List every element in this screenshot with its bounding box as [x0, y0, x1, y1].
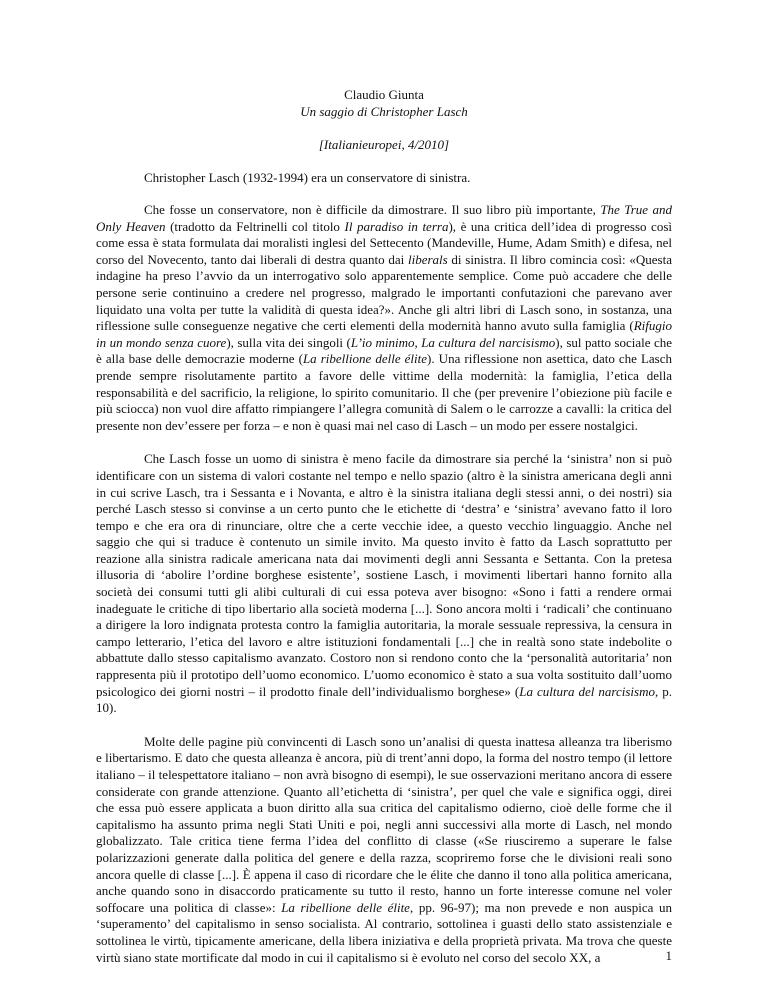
italic-title: Il paradiso in terra: [344, 218, 449, 234]
text-run: , p. 10).: [96, 683, 673, 716]
italic-title: L’io minimo: [350, 334, 415, 350]
paragraph-2: [96, 451, 672, 717]
document-title: Un saggio di Christopher Lasch: [300, 104, 468, 119]
text-run: Che fosse un conservatore, non è difficile da dimostrare. Il suo libro più importante,: [144, 202, 601, 217]
text-run: ), sul patto sociale che è alla base delle democrazie moderne (: [96, 334, 672, 367]
document-page: [96, 0, 672, 994]
paragraph-1: [96, 202, 672, 434]
text-run: Che Lasch fosse un uomo di sinistra è meno facile da dimostrare sia perché la ‘sinistra’ non si può identificare con un sistema di valori costante nel tempo e nello spazio (altro è la sinistra americana degli anni in cui scrive Lasch, tra i Sessanta e i Novanta, e altro è la sinistra italiana degli stessi anni, o dei nostri) sia perché Lasch stesso si convinse a un certo punto che le etichette di ‘destra’ e ‘sinistra’ avevano fatto il loro tempo e che era ora di rinunciare, oltre che a certe vecchie idee, a questo vecchio linguaggio. Anche nel saggio che qui si traduce è contenuto un simile invito. Ma questo invito è fatto da Lasch soprattutto per reazione alla sinistra radicale americana nata dai movimenti degli anni Sessanta e Settanta. Con la pretesa illusoria di ‘abolire l’ordine borghese esistente’, sostiene Lasch, i movimenti libertari hanno fornito alla società dei consumi tutti gli alibi culturali di cui essa poteva aver bisogno: «Sono i fatti a rendere ormai inadeguate le critiche di tipo libertario alla società moderna [...]. Sono ancora molti i ‘radicali’ che continuano a dirigere la loro indignata protesta contro la famiglia autoritaria, la morale sessuale repressiva, la censura in campo letterario, l’etica del lavoro e altre istituzioni fondamentali [...] che in realtà sono state indebolite o abbattute dallo stesso capitalismo avanzato. Costoro non si rendono conto che la ‘personalità autoritaria’ non rappresenta più il prototipo dell’uomo economico. L’uomo economico è stato a sua volta sostituito dall’uomo psicologico dei giorni nostri – il prodotto finale dell’individualismo borghese» (: [96, 451, 672, 699]
italic-title: La cultura del narcisismo: [421, 334, 556, 350]
text-run: (tradotto da Feltrinelli col titolo: [165, 218, 345, 234]
italic-title: La ribellione delle élite: [302, 351, 428, 367]
italic-title: La ribellione delle élite: [281, 899, 410, 915]
italic-title: liberals: [407, 251, 448, 267]
author-name: Claudio Giunta: [344, 87, 424, 102]
text-run: ), è una critica dell’idea di progresso così come essa è stata formulata dai moralisti inglesi del Settecento (Mandeville, Hume, Adam Smith) e difesa, nel corso del Novecento, tanto dai liberali di destra quanto dai: [96, 218, 673, 267]
text-run: ). Una riflessione non asettica, dato che Lasch prende sempre risolutamente partito a favore delle vittime della modernità: la famiglia, l’etica della responsabilità e del sacrificio, la religione, lo spirito comunitario. Il che (per prevenire l’obiezione più facile e più sciocca) non vuol dire affatto rimpiangere l’allegra comunità di Salem o le carrozze a cavalli: la critica del presente non dev’essere per forza – e non è quasi mai nel caso di Lasch – un modo per essere nostalgici.: [96, 351, 673, 433]
text-run: Molte delle pagine più convincenti di Lasch sono un’analisi di questa inattesa alleanza tra liberismo e libertarismo. E dato che questa alleanza è ancora, più di trent’anni dopo, la forma del nostro tempo (il lettore italiano – il telespettatore italiano – non avrà bisogno di esempi), le sue osservazioni meritano ancora di essere considerate con grande attenzione. Quanto all’etichetta di ‘sinistra’, per quel che vale e significa oggi, direi che essa può essere applicata a buon diritto alla sua critica del capitalismo odierno, cioè delle forme che il capitalismo ha assunto prima negli Stati Uniti e poi, negli anni successivi alla morte di Lasch, nel mondo globalizzato. Tale critica tiene ferma l’idea del conflitto di classe («Se riusciremo a superare le false polarizzazioni generate dalla politica del genere e della razza, scopriremo forse che le divisioni reali sono ancora quelle di classe [...]. È appena il caso di ricordare che le élite che danno il tono alla politica americana, anche quando sono in disaccordo praticamente su tutto il resto, hanno un forte interesse comune nel voler soffocare una politica di classe»:: [96, 733, 672, 915]
text-run: , pp. 96-97); ma non prevede e non auspica un ‘superamento’ del capitalismo in senso socialista. Al contrario, sottolinea i guasti dello stato assistenziale e sottolinea le virtù, tipicamente americane, della libera iniziativa e della proprietà privata. Ma trova che queste virtù siano state mortificate dal modo in cui il capitalismo si è evoluto nel corso del secolo XX, a: [96, 899, 672, 965]
italic-title: The True and Only Heaven: [96, 202, 673, 234]
text-run: ,: [414, 334, 422, 350]
page-number: 1: [665, 948, 672, 963]
italic-title: La cultura del narcisismo: [519, 683, 655, 699]
italic-title: Rifugio in un mondo senza cuore: [96, 318, 672, 350]
paragraph-3: [96, 734, 672, 966]
publication-source: [Italianieuropei, 4/2010]: [318, 137, 450, 152]
intro-sentence: Christopher Lasch (1932-1994) era un conservatore di sinistra.: [144, 170, 471, 185]
text-run: di sinistra. Il libro comincia così: «Questa indagine ha preso l’avvio da un interrogativo solo apparentemente semplice. Come può accadere che delle persone serie continuino a credere nel progresso, malgrado le importanti confutazioni che parevano aver liquidato una volta per tutte la validità di questa idea?». Anche gli altri libri di Lasch sono, in sostanza, una riflessione sulle conseguenze negative che certi elementi della modernità hanno avuto sulla famiglia (: [96, 251, 672, 334]
text-run: ), sulla vita dei singoli (: [226, 334, 351, 350]
